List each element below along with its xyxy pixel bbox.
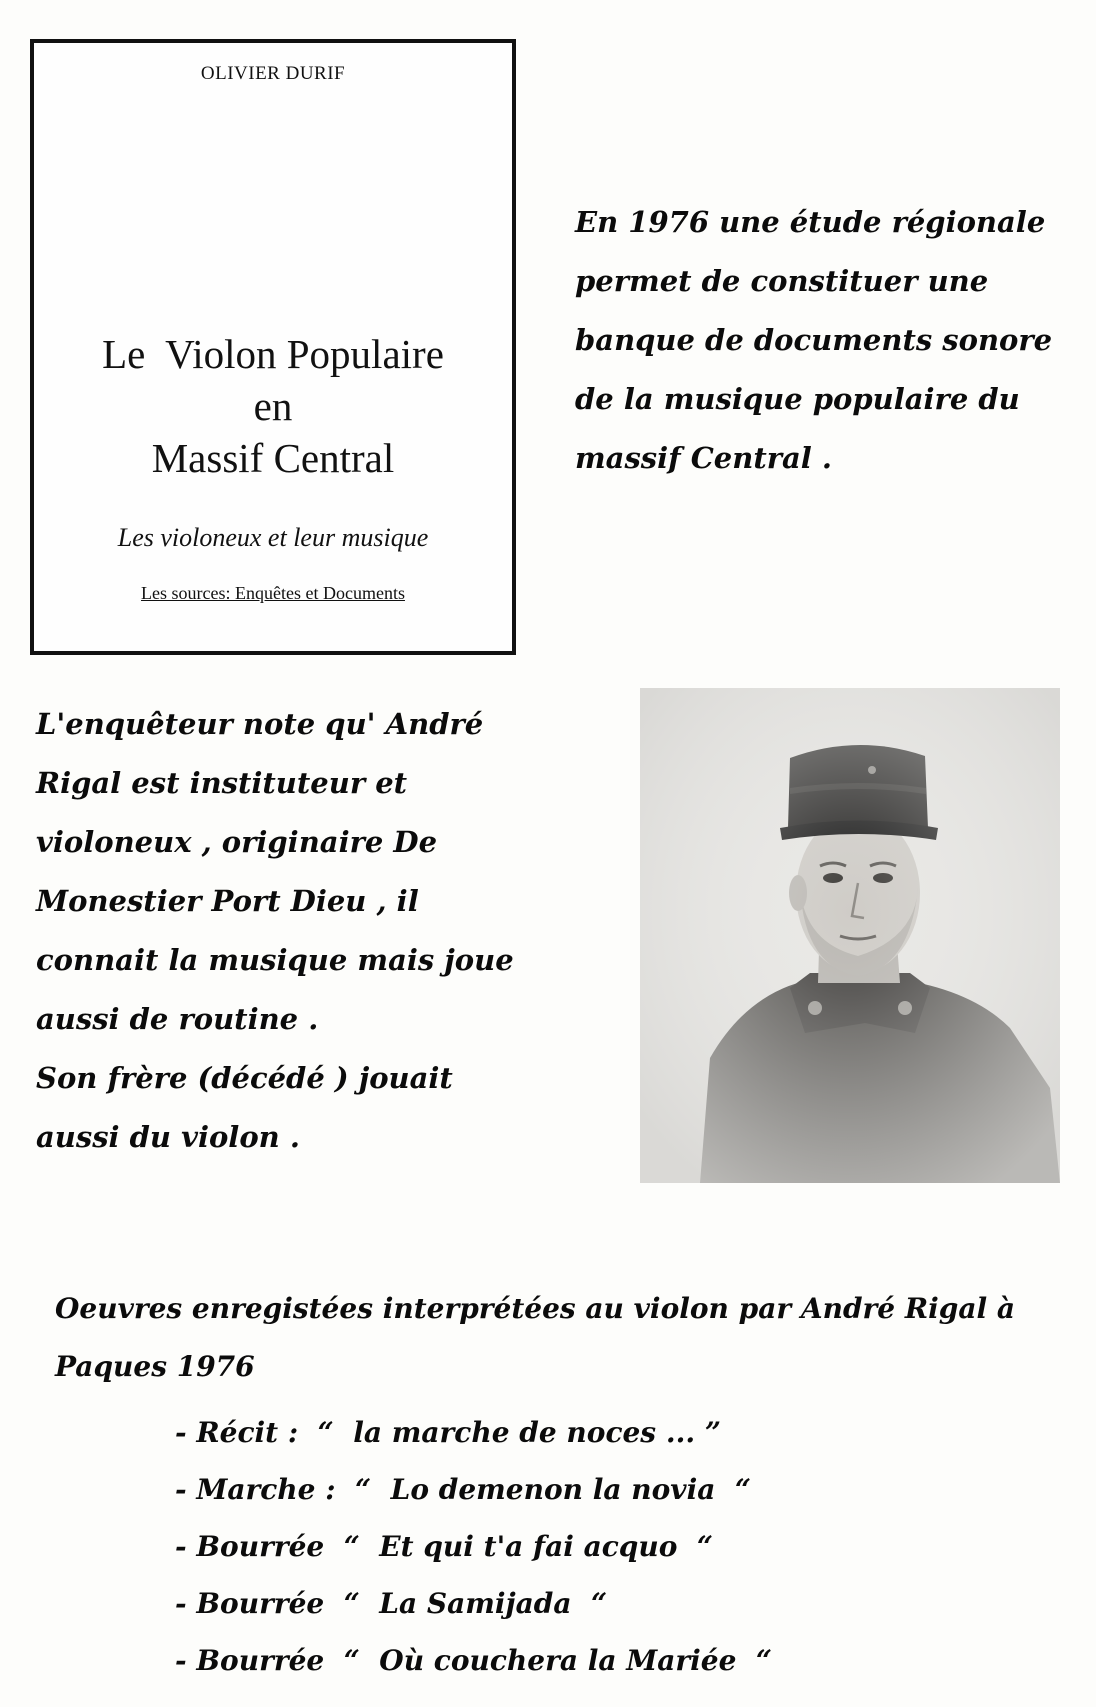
intro-line: permet de constituer une — [575, 264, 989, 298]
cover-author: OLIVIER DURIF — [200, 63, 346, 84]
bio-line: Son frère (décédé ) jouait — [36, 1061, 453, 1095]
intro-line: massif Central . — [575, 441, 833, 475]
cover-title-line: en — [253, 383, 293, 429]
intro-line: En 1976 une étude régionale — [575, 205, 1046, 239]
cover-title-line: Le Violon Populaire — [102, 331, 444, 377]
portrait-illustration — [640, 688, 1060, 1183]
works-list — [55, 1404, 1075, 1689]
list-item: - Bourrée “ Où couchera la Mariée “ — [175, 1644, 773, 1677]
cover-sources: Les sources: Enquêtes et Documents — [141, 583, 405, 603]
bio-line: connait la musique mais joue — [36, 943, 514, 977]
intro-line: de la musique populaire du — [575, 382, 1020, 416]
intro-text — [575, 193, 1075, 488]
list-item: - Bourrée “ Et qui t'a fai acquo “ — [175, 1530, 714, 1563]
recorded-intro-line: Oeuvres enregistées interprétées au violon par André Rigal à — [55, 1292, 1016, 1325]
recorded-works-section — [55, 1280, 1075, 1689]
bio-line: Rigal est instituteur et — [36, 766, 408, 800]
book-cover — [30, 39, 516, 655]
cover-subtitle: Les violoneux et leur musique — [117, 523, 429, 552]
cover-title-line: Massif Central — [151, 435, 395, 481]
portrait-photo — [640, 688, 1060, 1183]
bio-text — [36, 695, 576, 1167]
list-item: - Bourrée “ La Samijada “ — [175, 1587, 608, 1620]
list-item: - Marche : “ Lo demenon la novia “ — [175, 1473, 751, 1506]
bio-line: aussi de routine . — [36, 1002, 319, 1036]
bio-line: L'enquêteur note qu' André — [36, 707, 484, 741]
bio-line: violoneux , originaire De — [36, 825, 438, 859]
recorded-intro-line: Paques 1976 — [55, 1350, 255, 1383]
list-item: - Récit : “ la marche de noces ... ” — [175, 1416, 721, 1449]
bio-line: aussi du violon . — [36, 1120, 300, 1154]
cover-title — [34, 328, 512, 484]
bio-line: Monestier Port Dieu , il — [36, 884, 419, 918]
intro-line: banque de documents sonore — [575, 323, 1053, 357]
